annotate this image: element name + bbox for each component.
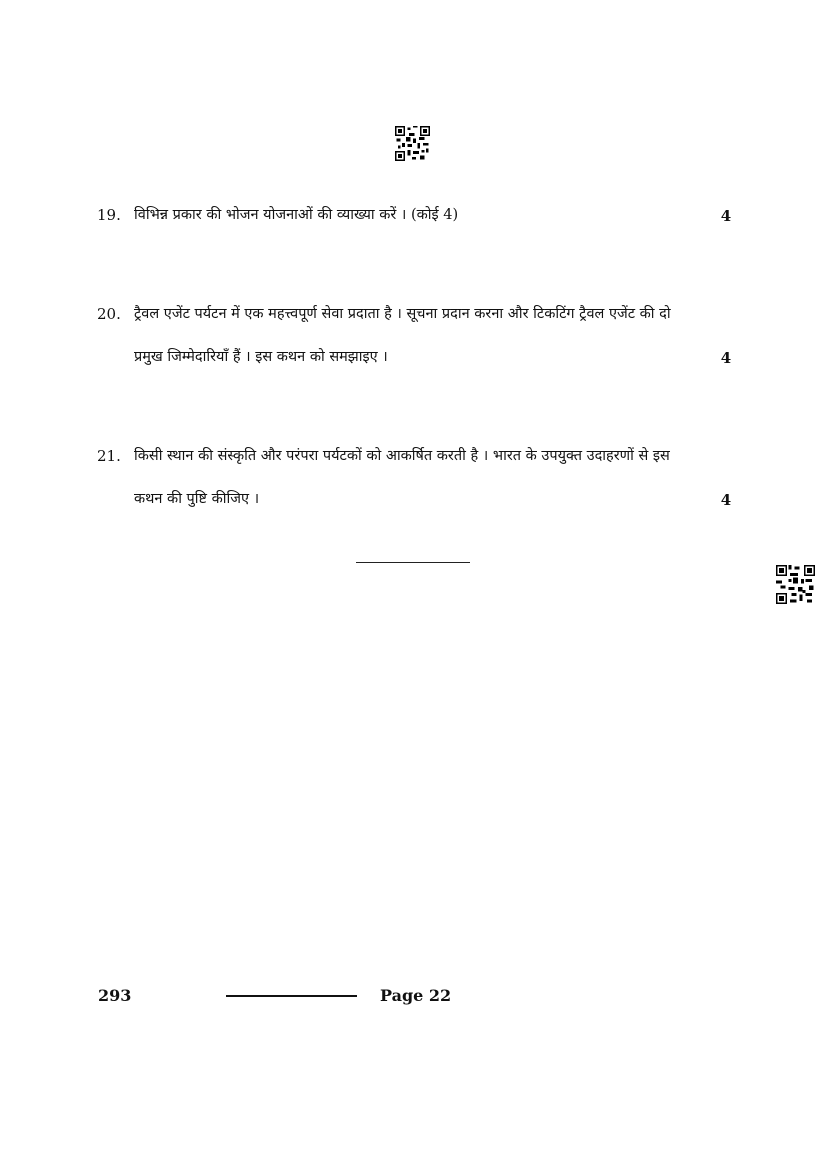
question-marks: 4 [720, 207, 732, 225]
question-number: 21. [97, 447, 121, 465]
footer-rule [226, 995, 357, 997]
question-number: 20. [97, 305, 121, 323]
question-text-line: किसी स्थान की संस्कृति और परंपरा पर्यटकों को आकर्षित करती है । भारत के उपयुक्त उदाहरणों से इस [134, 448, 670, 464]
question-number: 19. [97, 206, 121, 224]
question-marks: 4 [720, 349, 732, 367]
question-text-line: ट्रैवल एजेंट पर्यटन में एक महत्त्वपूर्ण सेवा प्रदाता है । सूचना प्रदान करना और टिकटिंग ट्रैवल एजेंट की दो [134, 306, 671, 322]
question-text-line: कथन की पुष्टि कीजिए । [134, 491, 260, 507]
question-text-line: विभिन्न प्रकार की भोजन योजनाओं की व्याख्या करें । (कोई 4) [134, 207, 459, 223]
qr-code-side [776, 565, 815, 604]
end-separator [356, 562, 470, 563]
qr-code-top [395, 126, 430, 161]
question-text-line: प्रमुख जिम्मेदारियाँ हैं । इस कथन को समझाइए । [134, 349, 388, 365]
paper-code: 293 [98, 986, 132, 1005]
page-number: Page 22 [380, 986, 452, 1005]
question-marks: 4 [720, 491, 732, 509]
